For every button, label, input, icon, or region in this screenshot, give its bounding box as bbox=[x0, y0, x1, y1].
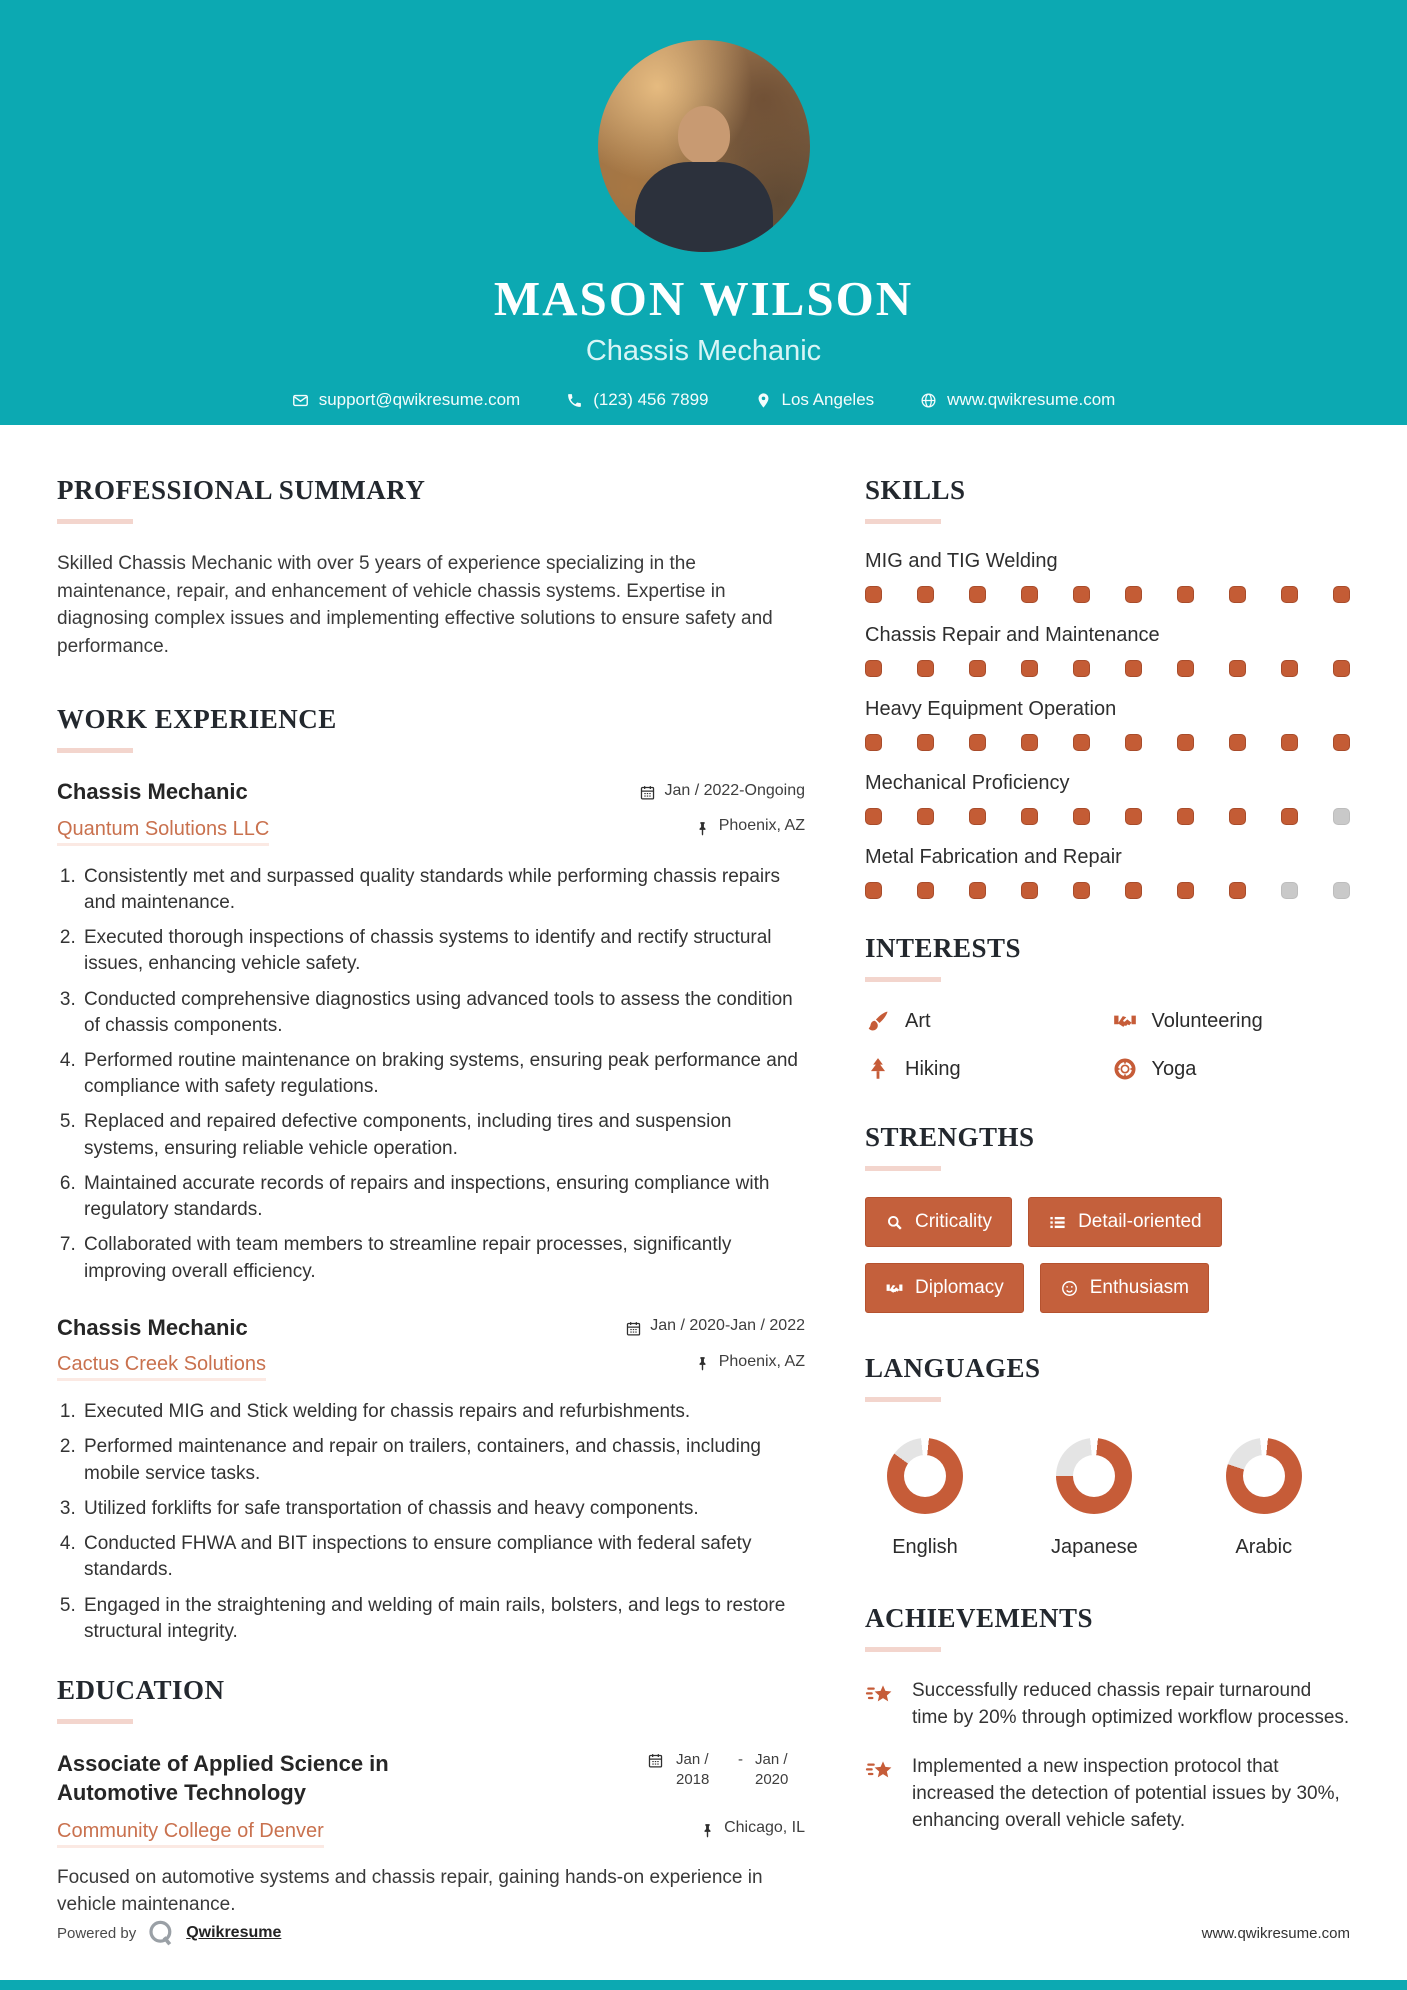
language-item bbox=[1226, 1438, 1302, 1559]
skill-dot-filled bbox=[1177, 882, 1194, 899]
skill-dot-filled bbox=[1177, 734, 1194, 751]
skill-dot-filled bbox=[969, 734, 986, 751]
shooting-star-icon bbox=[865, 1680, 897, 1712]
skill-dot-empty bbox=[1281, 882, 1298, 899]
skill-dot-filled bbox=[865, 808, 882, 825]
skill-dot-filled bbox=[1177, 660, 1194, 677]
skill-item bbox=[865, 550, 1350, 603]
skill-item bbox=[865, 624, 1350, 677]
language-item bbox=[887, 1438, 963, 1559]
heading-rule bbox=[57, 1719, 133, 1724]
skill-dot-filled bbox=[1073, 734, 1090, 751]
contact-text[interactable]: Los Angeles bbox=[781, 390, 875, 409]
skill-dot-filled bbox=[1333, 660, 1350, 677]
skill-item bbox=[865, 846, 1350, 899]
contact-text[interactable]: (123) 456 7899 bbox=[593, 390, 709, 409]
skill-dot-filled bbox=[1281, 808, 1298, 825]
job-bullet: 1. Executed MIG and Stick welding for chassis repairs and refurbishments. bbox=[81, 1399, 805, 1425]
magnifier-icon bbox=[885, 1213, 904, 1232]
skill-rating bbox=[865, 660, 1350, 677]
skill-dot-filled bbox=[1229, 808, 1246, 825]
job-bullet-list bbox=[81, 864, 805, 1285]
smiley-icon bbox=[1060, 1279, 1079, 1298]
heading-rule bbox=[865, 519, 941, 524]
photo-person-head bbox=[678, 106, 730, 164]
degree-name: Associate of Applied Science in Automotive Technology bbox=[57, 1751, 389, 1805]
interest-item bbox=[1112, 1008, 1351, 1034]
contact-item bbox=[920, 390, 1115, 410]
skill-dot-filled bbox=[1281, 586, 1298, 603]
interest-label: Yoga bbox=[1151, 1057, 1197, 1080]
job-bullet: 4. Conducted FHWA and BIT inspections to ensure compliance with federal safety standards. bbox=[81, 1531, 805, 1583]
education-date-end: Jan / 2020 bbox=[755, 1751, 789, 1788]
calendar-icon bbox=[639, 784, 656, 801]
language-donut-chart bbox=[887, 1438, 963, 1514]
strength-badge bbox=[865, 1263, 1024, 1313]
skill-dot-filled bbox=[1125, 586, 1142, 603]
skill-dot-filled bbox=[969, 882, 986, 899]
education-date-start: Jan / 2018 bbox=[676, 1751, 710, 1788]
job-bullet-list bbox=[81, 1399, 805, 1645]
pine-tree-icon bbox=[865, 1056, 891, 1082]
strength-label: Criticality bbox=[915, 1211, 993, 1232]
skill-dot-filled bbox=[1021, 586, 1038, 603]
skill-dot-filled bbox=[917, 734, 934, 751]
languages-list bbox=[865, 1438, 1350, 1559]
education-date-separator: - bbox=[738, 1751, 743, 1768]
skill-dot-filled bbox=[1281, 660, 1298, 677]
contact-item bbox=[566, 390, 708, 410]
skill-dot-filled bbox=[1229, 660, 1246, 677]
experience-heading: WORK EXPERIENCE bbox=[57, 704, 337, 735]
skill-dot-empty bbox=[1333, 882, 1350, 899]
contact-row bbox=[0, 390, 1407, 410]
skill-dot-filled bbox=[1073, 882, 1090, 899]
education-description: Focused on automotive systems and chassis repair, gaining hands-on experience in vehicle maintenance. bbox=[57, 1866, 763, 1916]
job-location bbox=[694, 817, 805, 835]
skill-dot-filled bbox=[1073, 660, 1090, 677]
strengths-list bbox=[865, 1197, 1350, 1313]
skill-dot-filled bbox=[969, 808, 986, 825]
interests-list bbox=[865, 1008, 1350, 1082]
skill-rating bbox=[865, 586, 1350, 603]
job-bullet: 1. Consistently met and surpassed quality standards while performing chassis repairs and maintenance. bbox=[81, 864, 805, 916]
job-location bbox=[694, 1353, 805, 1371]
contact-text[interactable]: www.qwikresume.com bbox=[947, 390, 1116, 409]
interest-label: Hiking bbox=[905, 1057, 961, 1080]
language-label: English bbox=[892, 1536, 958, 1558]
interest-item bbox=[865, 1008, 1104, 1034]
skill-dot-filled bbox=[969, 660, 986, 677]
job-bullet: 2. Performed maintenance and repair on trailers, containers, and chassis, including mobile service tasks. bbox=[81, 1434, 805, 1486]
calendar-icon bbox=[647, 1752, 664, 1769]
interest-item bbox=[1112, 1056, 1351, 1082]
strength-badge bbox=[1028, 1197, 1222, 1247]
experience-entry bbox=[57, 779, 805, 1285]
footer-site-url[interactable]: www.qwikresume.com bbox=[1201, 1924, 1350, 1942]
achievements-heading: ACHIEVEMENTS bbox=[865, 1603, 1094, 1633]
skill-item bbox=[865, 772, 1350, 825]
paintbrush-icon bbox=[865, 1008, 891, 1034]
education-entry bbox=[57, 1750, 805, 1919]
contact-item bbox=[292, 390, 521, 410]
achievement-text: Implemented a new inspection protocol that increased the detection of potential issues by 30%, enhancing overall vehicle safety. bbox=[912, 1755, 1340, 1831]
job-bullet: 7. Collaborated with team members to streamline repair processes, significantly improving overall efficiency. bbox=[81, 1232, 805, 1284]
job-location-text: Phoenix, AZ bbox=[718, 1352, 805, 1370]
skill-dot-filled bbox=[1125, 808, 1142, 825]
list-icon bbox=[1048, 1213, 1067, 1232]
company-name: Quantum Solutions LLC bbox=[57, 818, 269, 846]
heading-rule bbox=[865, 1166, 941, 1171]
handshake-icon bbox=[1112, 1008, 1138, 1034]
skill-name: Chassis Repair and Maintenance bbox=[865, 624, 1160, 646]
job-bullet: 6. Maintained accurate records of repairs and inspections, ensuring compliance with regulatory standards. bbox=[81, 1171, 805, 1223]
job-date-text: Jan / 2022-Ongoing bbox=[664, 781, 805, 799]
skills-list bbox=[865, 550, 1350, 899]
strength-badge bbox=[1040, 1263, 1209, 1313]
languages-heading: LANGUAGES bbox=[865, 1353, 1041, 1383]
skill-dot-filled bbox=[917, 882, 934, 899]
interest-label: Volunteering bbox=[1151, 1009, 1263, 1032]
right-column bbox=[865, 431, 1350, 1919]
skill-dot-filled bbox=[969, 586, 986, 603]
job-dates bbox=[625, 1317, 805, 1335]
handshake-icon bbox=[885, 1279, 904, 1298]
skill-dot-filled bbox=[1073, 808, 1090, 825]
skill-dot-filled bbox=[1073, 586, 1090, 603]
candidate-title: Chassis Mechanic bbox=[585, 335, 822, 367]
skill-dot-filled bbox=[1125, 734, 1142, 751]
skill-rating bbox=[865, 882, 1350, 899]
skill-dot-filled bbox=[865, 734, 882, 751]
job-bullet: 3. Conducted comprehensive diagnostics using advanced tools to assess the condition of chassis components. bbox=[81, 987, 805, 1039]
job-title: Chassis Mechanic bbox=[57, 1314, 248, 1340]
photo-person-body bbox=[635, 162, 773, 252]
skill-dot-filled bbox=[1021, 660, 1038, 677]
achievement-text: Successfully reduced chassis repair turnaround time by 20% through optimized workflow processes. bbox=[912, 1680, 1350, 1728]
skill-dot-filled bbox=[1021, 882, 1038, 899]
job-location-text: Phoenix, AZ bbox=[718, 817, 805, 835]
skill-dot-filled bbox=[1229, 586, 1246, 603]
skill-item bbox=[865, 698, 1350, 751]
skill-dot-filled bbox=[865, 660, 882, 677]
interests-heading: INTERESTS bbox=[865, 933, 1022, 963]
skill-dot-empty bbox=[1333, 808, 1350, 825]
job-title: Chassis Mechanic bbox=[57, 779, 248, 805]
skill-name: Metal Fabrication and Repair bbox=[865, 846, 1122, 868]
strengths-heading: STRENGTHS bbox=[865, 1122, 1035, 1152]
skill-dot-filled bbox=[1177, 808, 1194, 825]
skill-dot-filled bbox=[1229, 882, 1246, 899]
skill-name: Heavy Equipment Operation bbox=[865, 698, 1117, 720]
contact-text[interactable]: support@qwikresume.com bbox=[318, 390, 521, 409]
phone-icon bbox=[566, 392, 583, 409]
powered-by bbox=[57, 1918, 281, 1948]
skill-dot-filled bbox=[917, 586, 934, 603]
job-bullet: 3. Utilized forklifts for safe transportation of chassis and heavy components. bbox=[81, 1496, 805, 1522]
candidate-name: MASON WILSON bbox=[493, 271, 914, 326]
heading-rule bbox=[57, 519, 133, 524]
heading-rule bbox=[865, 1397, 941, 1402]
skill-dot-filled bbox=[1281, 734, 1298, 751]
contact-item bbox=[755, 390, 875, 410]
language-donut-chart bbox=[1056, 1438, 1132, 1514]
interest-label: Art bbox=[905, 1009, 931, 1032]
summary-text: Skilled Chassis Mechanic with over 5 years of experience specializing in the maintenance, repair, and enhancement of vehicle chassis systems. Expertise in diagnosing complex issues and implementing effective solutions to ensure safety and performance. bbox=[57, 553, 773, 657]
header bbox=[0, 0, 1407, 425]
skill-rating bbox=[865, 808, 1350, 825]
pushpin-icon bbox=[694, 1355, 711, 1372]
language-label: Arabic bbox=[1235, 1536, 1293, 1558]
interest-item bbox=[865, 1056, 1104, 1082]
heading-rule bbox=[865, 977, 941, 982]
bottom-accent-bar bbox=[0, 1980, 1407, 1990]
skill-name: MIG and TIG Welding bbox=[865, 550, 1058, 572]
company-name: Cactus Creek Solutions bbox=[57, 1353, 266, 1381]
skill-dot-filled bbox=[1125, 660, 1142, 677]
achievements-list bbox=[865, 1678, 1350, 1835]
strength-label: Enthusiasm bbox=[1089, 1277, 1189, 1298]
skill-dot-filled bbox=[917, 660, 934, 677]
email-icon bbox=[292, 392, 309, 409]
summary-heading: PROFESSIONAL SUMMARY bbox=[57, 475, 426, 505]
qwikresume-link[interactable]: Qwikresume bbox=[186, 1924, 282, 1941]
skill-rating bbox=[865, 734, 1350, 751]
strength-label: Detail-oriented bbox=[1078, 1211, 1202, 1232]
education-location bbox=[699, 1819, 805, 1837]
calendar-icon bbox=[625, 1320, 642, 1337]
experience-entry bbox=[57, 1315, 805, 1645]
shooting-star-icon bbox=[865, 1756, 897, 1788]
achievement-item bbox=[865, 1754, 1350, 1835]
heading-rule bbox=[57, 748, 133, 753]
skill-name: Mechanical Proficiency bbox=[865, 772, 1070, 794]
education-heading: EDUCATION bbox=[57, 1675, 225, 1705]
skill-dot-filled bbox=[1333, 734, 1350, 751]
job-dates bbox=[639, 782, 805, 800]
school-name: Community College of Denver bbox=[57, 1820, 324, 1848]
skill-dot-filled bbox=[1229, 734, 1246, 751]
pushpin-icon bbox=[699, 1822, 716, 1839]
heading-rule bbox=[865, 1647, 941, 1652]
skill-dot-filled bbox=[1333, 586, 1350, 603]
powered-by-label: Powered by bbox=[57, 1924, 137, 1942]
life-ring-icon bbox=[1112, 1056, 1138, 1082]
strength-badge bbox=[865, 1197, 1012, 1247]
left-column bbox=[57, 431, 805, 1919]
skill-dot-filled bbox=[1125, 882, 1142, 899]
skill-dot-filled bbox=[1021, 808, 1038, 825]
skill-dot-filled bbox=[1021, 734, 1038, 751]
profile-photo bbox=[598, 40, 810, 252]
achievement-item bbox=[865, 1678, 1350, 1732]
location-icon bbox=[755, 392, 772, 409]
skill-dot-filled bbox=[917, 808, 934, 825]
content bbox=[0, 425, 1407, 1919]
experience-list bbox=[57, 779, 805, 1645]
job-bullet: 4. Performed routine maintenance on braking systems, ensuring peak performance and compliance with safety regulations. bbox=[81, 1048, 805, 1100]
footer bbox=[57, 1918, 1350, 1948]
job-bullet: 5. Replaced and repaired defective components, including tires and suspension systems, ensuring reliable vehicle operation. bbox=[81, 1109, 805, 1161]
skill-dot-filled bbox=[865, 882, 882, 899]
job-bullet: 2. Executed thorough inspections of chassis systems to identify and rectify structural issues, enhancing vehicle safety. bbox=[81, 925, 805, 977]
education-location-text: Chicago, IL bbox=[724, 1819, 805, 1837]
education-dates bbox=[647, 1750, 805, 1789]
strength-label: Diplomacy bbox=[915, 1277, 1004, 1298]
skill-dot-filled bbox=[1177, 586, 1194, 603]
skills-heading: SKILLS bbox=[865, 475, 966, 505]
language-label: Japanese bbox=[1051, 1536, 1138, 1558]
pushpin-icon bbox=[694, 820, 711, 837]
skill-dot-filled bbox=[865, 586, 882, 603]
qwikresume-logo-icon bbox=[146, 1918, 176, 1948]
job-bullet: 5. Engaged in the straightening and welding of main rails, bolsters, and legs to restore structural integrity. bbox=[81, 1593, 805, 1645]
language-donut-chart bbox=[1226, 1438, 1302, 1514]
language-item bbox=[1051, 1438, 1138, 1559]
globe-icon bbox=[920, 392, 937, 409]
job-date-text: Jan / 2020-Jan / 2022 bbox=[650, 1317, 805, 1335]
